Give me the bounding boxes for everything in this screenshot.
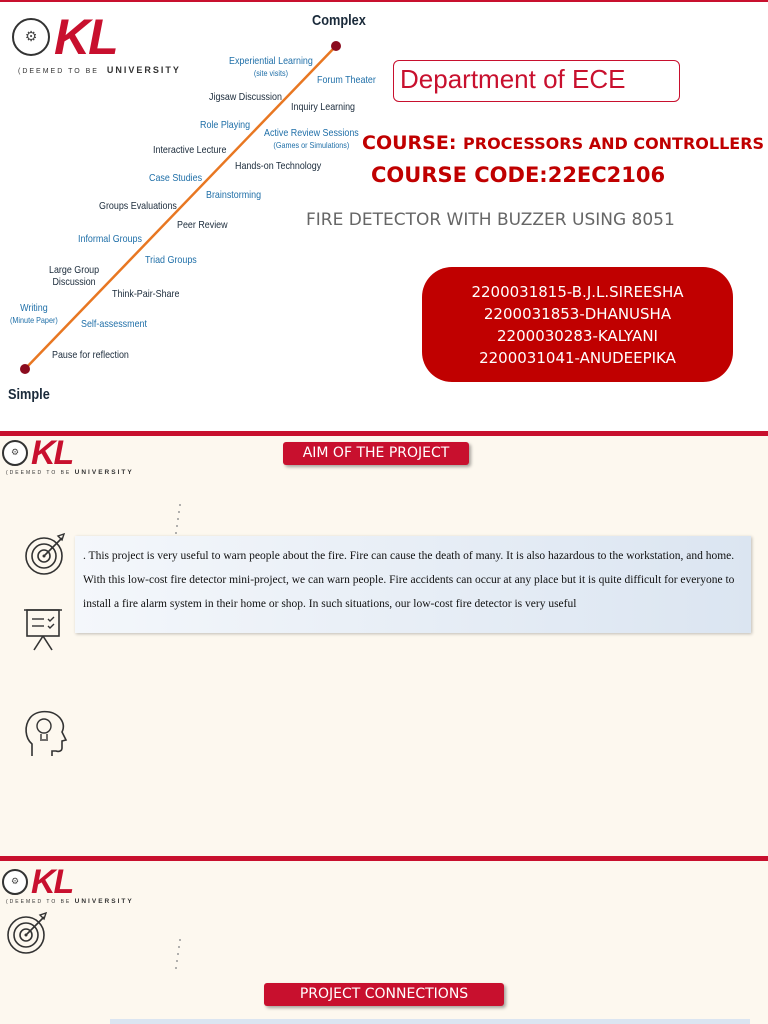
ladder-item: Triad Groups [145,254,197,266]
kl-university-logo [2,436,72,470]
section-heading: PROJECT CONNECTIONS [264,983,504,1006]
ladder-item: Think-Pair-Share [112,288,180,300]
member-name: 2200031815-B.J.L.SIREESHA [471,283,684,301]
department-box [393,60,680,102]
ladder-complex-label: Complex [312,12,366,29]
ladder-item: Large Group Discussion [49,264,100,288]
ladder-item: Hands-on Technology [235,160,322,172]
aim-paragraph: . This project is very useful to warn people about the fire. Fire can cause the death of many. It is also hazardous to the workstation, and home. With this low-cost fire detector mini-project, we can warn people. Fire accidents can occur at any place but it is quite difficult for everyone to install a fire alarm system in their home or shop. In such situations, our low-cost fire detector is very useful [83,550,735,610]
team-members-box [422,267,733,382]
decorative-dots [168,502,188,538]
connections-slide [0,859,768,1024]
ladder-item: Informal Groups [78,233,142,245]
university-emblem-icon: ⚙ [12,18,50,56]
ladder-item: Experiential Learning (site visits) [229,55,313,78]
decorative-dots [168,937,188,973]
department-title: Department of ECE [400,64,626,94]
course-name: COURSE: PROCESSORS AND CONTROLLERS [362,132,765,154]
logo-letters: KL [54,9,117,65]
ladder-item: Jigsaw Discussion [209,91,282,103]
content-box-top [110,1019,750,1024]
logo-university-text: (DEEMED TO BE UNIVERSITY [6,898,134,905]
title-slide [0,0,768,434]
ladder-item: Case Studies [149,172,203,184]
logo-letters: KL [31,863,73,901]
ladder-item: Inquiry Learning [291,101,356,113]
project-title: FIRE DETECTOR WITH BUZZER USING 8051 [306,210,675,230]
member-name: 2200030283-KALYANI [497,327,658,345]
kl-university-logo [2,865,72,899]
ladder-item: Writing (Minute Paper) [10,302,58,325]
target-icon [4,909,54,957]
complex-end-dot [331,41,341,51]
university-emblem-icon: ⚙ [2,869,28,895]
target-icon [22,530,70,578]
member-name: 2200031041-ANUDEEPIKA [479,349,676,367]
presentation-board-icon [22,606,64,652]
logo-university-text: (DEEMED TO BE UNIVERSITY [6,469,134,476]
ladder-item: Groups Evaluations [99,200,177,212]
aim-slide [0,434,768,859]
university-emblem-icon: ⚙ [2,440,28,466]
ladder-item: Self-assessment [81,318,147,330]
section-heading: AIM OF THE PROJECT [283,442,469,465]
ladder-item: Interactive Lecture [153,144,227,156]
ladder-item: Active Review Sessions (Games or Simulations) [264,127,359,150]
ladder-simple-label: Simple [8,386,50,403]
ladder-item: Brainstorming [206,189,262,201]
ladder-item: Peer Review [177,219,228,231]
logo-university-text: (DEEMED TO BE UNIVERSITY [18,65,181,75]
ladder-item: Forum Theater [317,74,376,86]
member-name: 2200031853-DHANUSHA [483,305,672,323]
ladder-item: Role Playing [200,119,251,131]
course-code: COURSE CODE:22EC2106 [371,163,666,187]
logo-letters: KL [31,434,73,472]
simple-end-dot [20,364,30,374]
ladder-item: Pause for reflection [52,349,129,361]
aim-text-box [75,536,751,633]
head-lightbulb-icon [22,708,68,760]
